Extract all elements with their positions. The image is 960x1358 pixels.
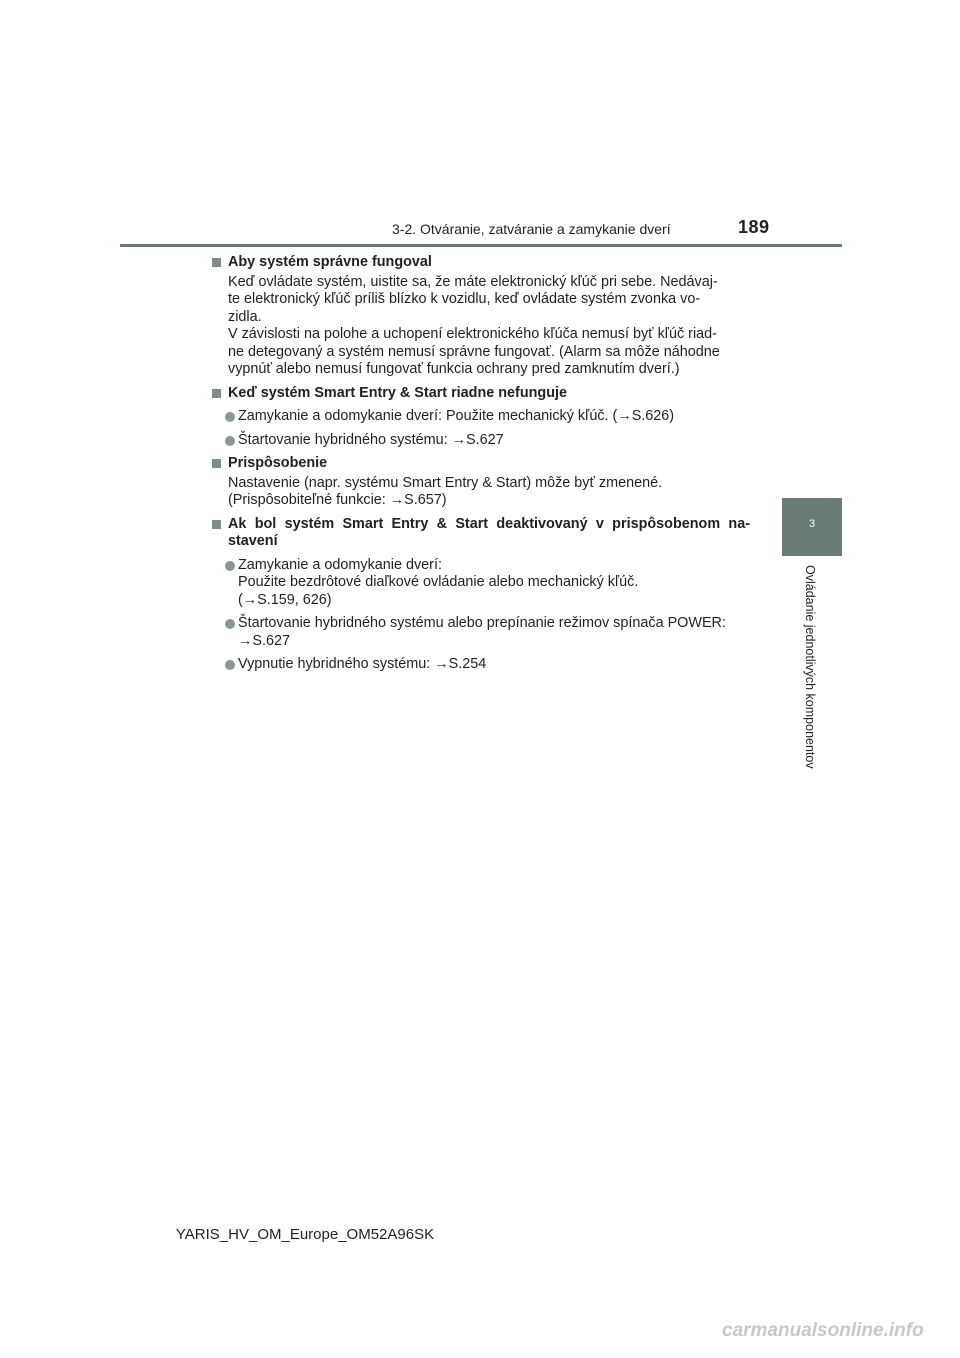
header-rule	[120, 244, 842, 247]
paragraph-line: Nastavenie (napr. systému Smart Entry & Start) môže byť zmenené.	[228, 474, 663, 491]
list-item-text: Zamykanie a odomykanie dverí: Použite mechanický kľúč. (→S.626)	[238, 408, 675, 424]
list-item	[210, 615, 750, 650]
content-body	[210, 254, 750, 674]
circle-bullet-icon	[225, 619, 235, 629]
section-heading	[210, 254, 750, 272]
list-item	[210, 656, 750, 674]
section-paragraph	[210, 274, 750, 379]
side-tab-number: 3	[782, 498, 842, 556]
paragraph-line: ne detegovaný a systém nemusí správne fungovať. (Alarm sa môže náhodne	[228, 343, 720, 360]
list-item	[210, 557, 750, 610]
list-item-text: Vypnutie hybridného systému: →S.254	[238, 656, 487, 672]
paragraph-line: zidla.	[228, 308, 262, 325]
paragraph-line: V závislosti na polohe a uchopení elektronického kľúča nemusí byť kľúč riad-	[228, 326, 717, 342]
header-title: 3-2. Otváranie, zatváranie a zamykanie dverí	[392, 221, 671, 237]
list-item-text: Zamykanie a odomykanie dverí:	[238, 556, 442, 573]
list-item-text: Štartovanie hybridného systému alebo prepínanie režimov spínača POWER:	[238, 615, 726, 631]
paragraph-line: Keď ovládate systém, uistite sa, že máte elektronický kľúč pri sebe. Nedávaj-	[228, 273, 718, 290]
list-item-text: Štartovanie hybridného systému: →S.627	[238, 431, 504, 448]
paragraph-line: te elektronický kľúč príliš blízko k vozidlu, keď ovládate systém zvonka vo-	[228, 291, 701, 307]
section-heading	[210, 455, 750, 473]
footer-doc-code	[0, 1226, 960, 1243]
section-heading-text: Prispôsobenie	[228, 455, 328, 471]
list-item-text: Použite bezdrôtové diaľkové ovládanie alebo mechanický kľúč.	[238, 574, 639, 590]
list-item	[210, 432, 750, 450]
side-tab-label	[782, 565, 842, 805]
circle-bullet-icon	[225, 660, 235, 670]
square-bullet-icon	[212, 258, 221, 267]
paragraph-line: (Prispôsobiteľné funkcie: →S.657)	[228, 492, 447, 508]
page-number: 189	[738, 217, 770, 237]
circle-bullet-icon	[225, 412, 235, 422]
square-bullet-icon	[212, 520, 221, 529]
section-heading-text: stavení	[228, 533, 278, 549]
circle-bullet-icon	[225, 436, 235, 446]
section-heading-text: Aby systém správne fungoval	[228, 254, 432, 270]
square-bullet-icon	[212, 459, 221, 468]
section-heading-text: Ak bol systém Smart Entry & Start deaktivovaný v prispôsobenom na-	[228, 515, 750, 532]
square-bullet-icon	[212, 389, 221, 398]
footer-doc-code-text: YARIS_HV_OM_Europe_OM52A96SK	[175, 1226, 435, 1243]
side-tab-label-text: Ovládanie jednotlivých komponentov	[803, 565, 817, 769]
section-heading	[210, 385, 750, 403]
watermark-link[interactable]: carmanualsonline.info	[722, 1320, 924, 1341]
list-item-text: →S.627	[238, 632, 290, 649]
section-heading-text: Keď systém Smart Entry & Start riadne nefunguje	[228, 384, 568, 401]
circle-bullet-icon	[225, 561, 235, 571]
list-item	[210, 408, 750, 426]
section-heading	[210, 516, 750, 551]
section-paragraph	[210, 475, 750, 510]
paragraph-line: vypnúť alebo nemusí fungovať funkcia ochrany pred zamknutím dverí.)	[228, 361, 680, 377]
list-item-text: (→S.159, 626)	[238, 591, 332, 608]
